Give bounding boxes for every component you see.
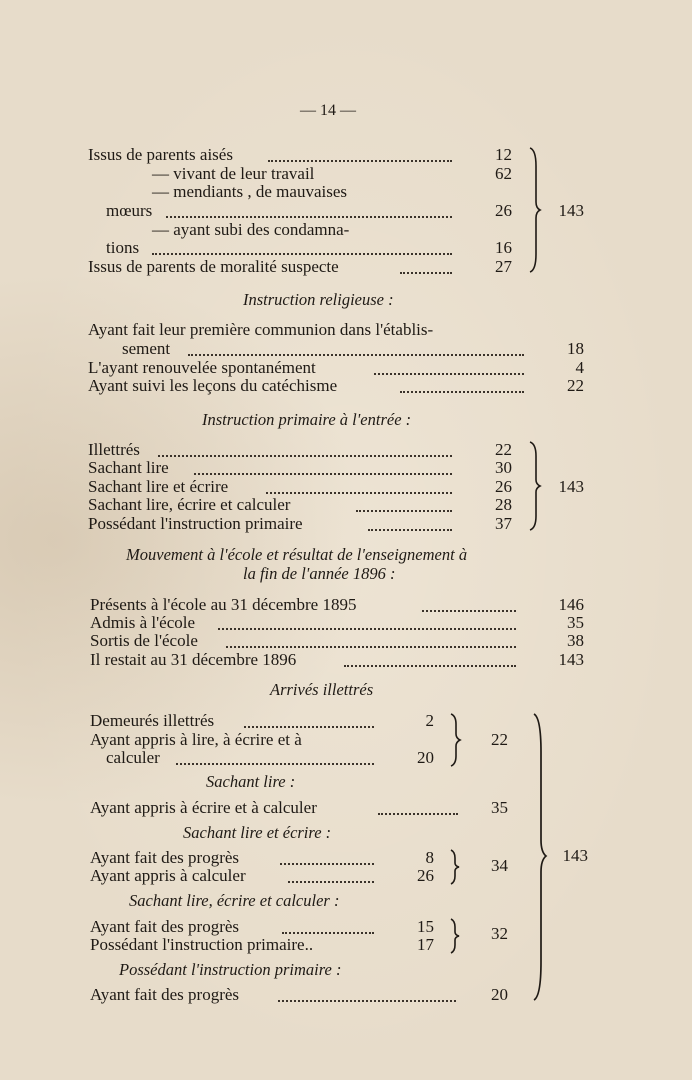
results-row-value: 8 [425, 848, 434, 867]
religious-row-label-cont: sement [122, 339, 171, 358]
brace-icon [528, 712, 550, 1002]
results-row-value: 20 [491, 985, 508, 1004]
primary-row-label: Sachant lire [88, 458, 169, 477]
parents-row-value: 62 [495, 164, 512, 183]
leader-dots [374, 373, 524, 375]
primary-row-label: Possédant l'instruction primaire [88, 514, 303, 533]
section-heading: Mouvement à l'école et résultat de l'enseignement à [126, 545, 468, 564]
movement-row-label: Il restait au 31 décembre 1896 [90, 650, 297, 669]
movement-row-value: 38 [567, 631, 584, 650]
movement-row-value: 35 [567, 613, 584, 632]
parents-total: 143 [558, 201, 584, 220]
results-subtotal: 32 [491, 924, 508, 943]
results-subtotal: 34 [491, 856, 508, 875]
parents-row-label: — mendiants , de mauvaises [152, 182, 347, 201]
leader-dots [176, 763, 374, 765]
results-subtotal: 22 [491, 730, 508, 749]
leader-dots [188, 354, 524, 356]
section-heading: Arrivés illettrés [270, 680, 374, 699]
movement-row-label: Sortis de l'école [90, 631, 198, 650]
parents-row-label: — ayant subi des condamna- [152, 220, 350, 239]
leader-dots [356, 510, 452, 512]
results-row-label: Ayant appris à écrire et à calculer [90, 798, 317, 817]
primary-row-value: 26 [495, 477, 512, 496]
parents-row-value: 16 [495, 238, 512, 257]
primary-row-value: 22 [495, 440, 512, 459]
leader-dots [278, 1000, 456, 1002]
results-row-label: Ayant fait des progrès [90, 848, 240, 867]
leader-dots [400, 272, 452, 274]
parents-row-label: Issus de parents de moralité suspecte [88, 257, 339, 276]
primary-row-value: 30 [495, 458, 512, 477]
movement-row-label: Présents à l'école au 31 décembre 1895 [90, 595, 357, 614]
parents-row-value: 27 [495, 257, 512, 276]
results-row-value: 35 [491, 798, 508, 817]
results-row-label-cont: calculer [106, 748, 160, 767]
parents-row-label-cont: tions [106, 238, 140, 257]
parents-row-label: Issus de parents aisés [88, 145, 233, 164]
religious-row-label: Ayant suivi les leçons du catéchisme [88, 376, 338, 395]
parents-row-label: — vivant de leur travail [152, 164, 315, 183]
leader-dots [378, 813, 458, 815]
leader-dots [344, 665, 516, 667]
leader-dots [194, 473, 452, 475]
results-row-value: 20 [417, 748, 434, 767]
leader-dots [288, 881, 374, 883]
primary-row-label: Sachant lire et écrire [88, 477, 229, 496]
primary-row-label: Sachant lire, écrire et calculer [88, 495, 291, 514]
leader-dots [152, 253, 452, 255]
section-heading: Possédant l'instruction primaire : [119, 960, 342, 979]
results-row-value: 26 [417, 866, 434, 885]
leader-dots [422, 610, 516, 612]
section-heading: Instruction religieuse : [243, 290, 394, 309]
leader-dots [400, 391, 524, 393]
leader-dots [218, 628, 516, 630]
results-row-label: Possédant l'instruction primaire.. [90, 935, 314, 954]
religious-row-value: 18 [567, 339, 584, 358]
page-number: — 14 — [300, 102, 356, 119]
leader-dots [280, 863, 374, 865]
leader-dots [244, 726, 374, 728]
results-row-value: 17 [417, 935, 434, 954]
section-heading: Instruction primaire à l'entrée : [202, 410, 412, 429]
religious-row-value: 22 [567, 376, 584, 395]
section-heading: Sachant lire, écrire et calculer : [129, 891, 340, 910]
results-row-label: Ayant fait des progrès [90, 917, 240, 936]
section-heading-cont: la fin de l'année 1896 : [243, 564, 396, 583]
primary-row-value: 28 [495, 495, 512, 514]
leader-dots [166, 216, 452, 218]
religious-row-label: L'ayant renouvelée spontanément [88, 358, 316, 377]
brace-icon [446, 917, 464, 955]
brace-icon [446, 848, 464, 886]
primary-row-value: 37 [495, 514, 512, 533]
leader-dots [268, 160, 452, 162]
leader-dots [368, 529, 452, 531]
section-heading: Sachant lire et écrire : [183, 823, 332, 842]
parents-row-label-cont: mœurs [106, 201, 153, 220]
section-heading: Sachant lire : [206, 772, 296, 791]
results-row-label: Ayant fait des progrès [90, 985, 240, 1004]
leader-dots [158, 455, 452, 457]
movement-row-value: 146 [558, 595, 584, 614]
results-row-label: Ayant appris à lire, à écrire et à [90, 730, 302, 749]
results-row-value: 15 [417, 917, 434, 936]
leader-dots [282, 932, 374, 934]
religious-row-value: 4 [575, 358, 584, 377]
results-total: 143 [562, 846, 588, 865]
brace-icon [524, 146, 544, 274]
brace-icon [446, 712, 464, 768]
leader-dots [266, 492, 452, 494]
results-row-label: Ayant appris à calculer [90, 866, 246, 885]
leader-dots [226, 646, 516, 648]
movement-row-value: 143 [558, 650, 584, 669]
religious-row-label: Ayant fait leur première communion dans l'établis- [88, 320, 434, 339]
results-row-value: 2 [425, 711, 434, 730]
parents-row-value: 26 [495, 201, 512, 220]
parents-row-value: 12 [495, 145, 512, 164]
brace-icon [524, 440, 544, 532]
primary-total: 143 [558, 477, 584, 496]
results-row-label: Demeurés illettrés [90, 711, 215, 730]
primary-row-label: Illettrés [88, 440, 140, 459]
movement-row-label: Admis à l'école [90, 613, 196, 632]
